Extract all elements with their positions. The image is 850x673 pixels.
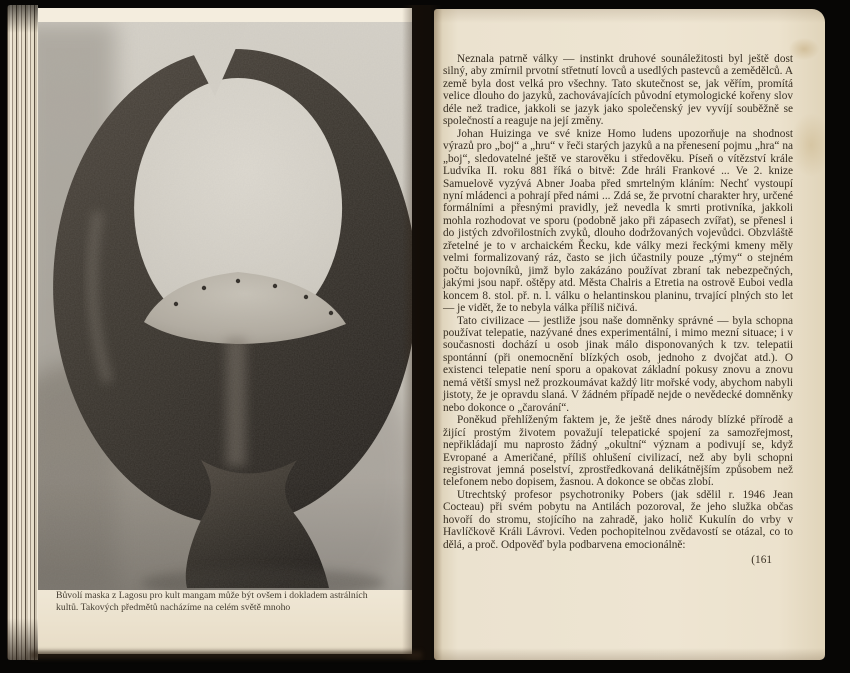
mask-photo-illustration [38, 22, 412, 590]
left-page [38, 8, 412, 654]
photo-caption: Bůvolí maska z Lagosu pro kult mangam může být ovšem i dokladem astrálních kultů. Takových předmětů nacházíme na celém světě mnoho [56, 590, 368, 613]
table-shadow [30, 651, 422, 659]
left-page-edge-stack [7, 5, 38, 660]
page-number: (161 [751, 554, 772, 567]
body-text [443, 53, 793, 567]
paragraph-5: Utrechtský profesor psychotroniky Pobers (jak sdělil r. 1946 Jean Cocteau) při svém pobytu na Antilách pozoroval, že jeho služka občas hovoří do stromu, stojícího na zahradě, jako holič Kukulín do vrby v Havlíčkově Králi Lávrovi. Veden pochopitelnou zvědavostí se otázal, co to dělá, a proč. Odpověď byla podbarvena emocionálně: [443, 488, 793, 551]
paragraph-3: Tato civilizace — jestliže jsou naše domněnky správné — byla schopna používat telepatie, nazývané dnes experimentální, i mimo mezní situace; i v současnosti dochází u osob jinak málo disponovaných k tzv. telepatii spontánní (při onemocnění blízkých osob, jednoho z dvojčat atd.). O existenci telepatie není sporu a opakovat základní pokusy znovu a znovu nemá větší smysl než prozkoumávat každý litr mořské vody, abychom nabyli jistoty, že je opravdu slaná. V žádném případě nejde o nevědecké domněnky nebo dokonce o „čarování“. [443, 314, 793, 414]
paragraph-2: Johan Huizinga ve své knize Homo ludens upozorňuje na shodnost výrazů pro „boj“ a „hru“ v řeči starých jazyků a na přenesení pojmu „hra“ na „boj“, sledovatelné ještě ve starověku i středověku. Píseň o vítězství krále Ludvíka II. roku 881 říká o bitvě: Zde hráli Frankové ... Ve 2. knize Samuelově vyzývá Abner Joaba před smrtelným kláním: Nechť vystoupí nyní mládenci a pohrají před námi ... Zdá se, že prvotní charakter hry, určené formálními a přesnými pravidly, jež nevedla k smrti protivníka, jakkoli mohla rozhodovat ve sporu (podobně jako při zápasech zvířat), se přenesl i do jistých zdvořilostních zvyků, dlouho dodržovaných vojevůdci. Obzvláště zřetelné je to v archaickém Řecku, kde války mezi řeckými kmeny měly velmi formalizovaný ráz, často se jich účastnily pouze „týmy“ o stejném počtu bojovníků, jimž bylo zakázáno používat zbraní tak nebezpečných, jakými jsou např. oštěpy atd. Města Chalris a Etretia na ostrově Euboi vedla koncem 8. stol. př. n. l. válku o helantinskou planinu, trvající plných sto let — je vidět, že to nebyla válka příliš ničivá. [443, 127, 793, 315]
paragraph-1: Neznala patrně války — instinkt druhové sounáležitosti byl ještě dost silný, aby zmírnil prvotní střetnutí lovců a usedlých pastevců a zemědělců. A země byla dost velká pro všechny. Tato skutečnost se, jak věřím, promítá velice dlouho do jazyků, zachovávajících původní etymologické kořeny slov déle než tradice, jakkoli se jazyk jako společenský jev vyvíjí souběžně se společností a reaguje na její změny. [443, 53, 793, 128]
paragraph-4: Poněkud přehlíženým faktem je, že ještě dnes národy blízké přírodě a žijící prostým životem považují telepatické spojení za samozřejmost, nepřikládají mu naprosto žádný „okultní“ význam a podivují se, když Evropané a Američané, příliš ohlušení civilizací, než aby byli schopni registrovat jemná poselství, zprostředkovaná delikátnějším způsobem než telefonem nebo dopisem, žasnou. A dokonce se občas zlobí. [443, 414, 793, 489]
right-page [434, 9, 825, 660]
buffalo-mask-photo [38, 22, 412, 590]
